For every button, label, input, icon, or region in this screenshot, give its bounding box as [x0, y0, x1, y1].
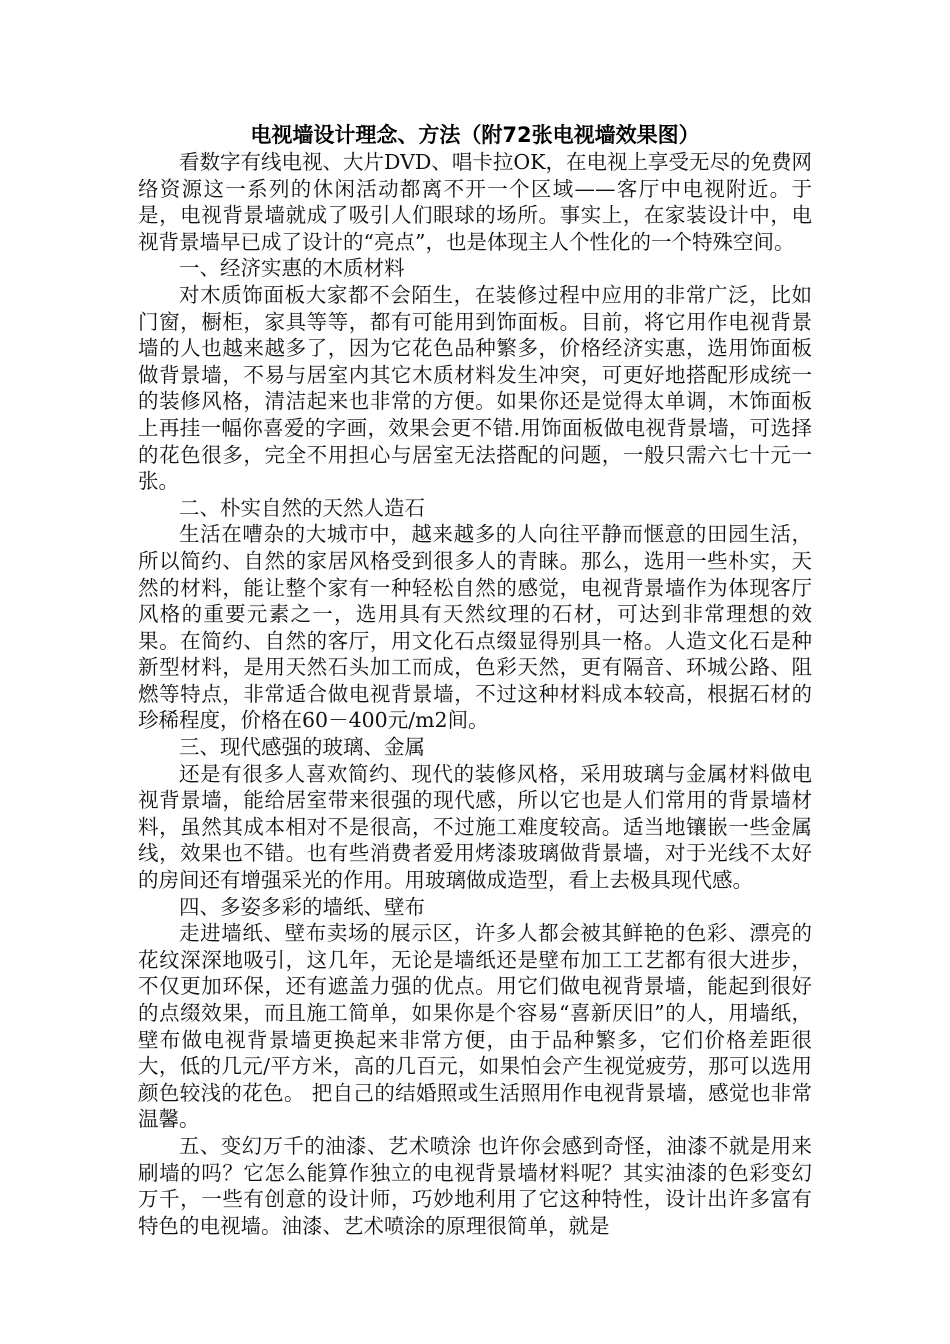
intro-paragraph: 看数字有线电视、大片DVD、唱卡拉OK，在电视上享受无尽的免费网络资源这一系列的休闲活动都离不开一个区域——客厅中电视附近。于是，电视背景墙就成了吸引人们眼球的场所。事实上，在家装设计中，电视背景墙早已成了设计的“亮点”，也是体现主人个性化的一个特殊空间。	[138, 150, 812, 254]
paragraph-paint: 五、变幻万千的油漆、艺术喷涂 也许你会感到奇怪，油漆不就是用来刷墙的吗？它怎么能算作独立的电视背景墙材料呢？其实油漆的色彩变幻万千，一些有创意的设计师，巧妙地利用了它这种特性，设计出许多富有特色的电视墙。油漆、艺术喷涂的原理很简单，就是	[138, 1133, 812, 1238]
paragraph-wood: 对木质饰面板大家都不会陌生，在装修过程中应用的非常广泛，比如门窗，橱柜，家具等等，都有可能用到饰面板。目前，将它用作电视背景墙的人也越来越多了，因为它花色品种繁多，价格经济实惠，选用饰面板做背景墙，不易与居室内其它木质材料发生冲突，可更好地搭配形成统一的装修风格，清洁起来也非常的方便。如果你还是觉得太单调，木饰面板上再挂一幅你喜爱的字画，效果会更不错.用饰面板做电视背景墙，可选择的花色很多，完全不用担心与居室无法搭配的问题，一般只需六七十元一张。	[138, 282, 812, 494]
paragraph-glass-metal: 还是有很多人喜欢简约、现代的装修风格，采用玻璃与金属材料做电视背景墙，能给居室带来很强的现代感，所以它也是人们常用的背景墙材料，虽然其成本相对不是很高，不过施工难度较高。适当地镶嵌一些金属线，效果也不错。也有些消费者爱用烤漆玻璃做背景墙，对于光线不太好的房间还有增强采光的作用。用玻璃做成造型，看上去极具现代感。	[138, 761, 812, 893]
document-title: 电视墙设计理念、方法（附72张电视墙效果图）	[250, 123, 700, 147]
section-heading-wallpaper: 四、多姿多彩的墙纸、壁布	[179, 894, 425, 919]
section-heading-wood: 一、经济实惠的木质材料	[179, 256, 405, 281]
paragraph-stone: 生活在嘈杂的大城市中，越来越多的人向往平静而惬意的田园生活，所以简约、自然的家居风格受到很多人的青睐。那么，选用一些朴实，天然的材料，能让整个家有一种轻松自然的感觉，电视背景墙作为体现客厅风格的重要元素之一，选用具有天然纹理的石材，可达到非常理想的效果。在简约、自然的客厅，用文化石点缀显得别具一格。人造文化石是种新型材料，是用天然石头加工而成，色彩天然，更有隔音、环城公路、阻燃等特点，非常适合做电视背景墙，不过这种材料成本较高，根据石材的珍稀程度，价格在60－400元/m2间。	[138, 522, 812, 733]
document-body	[138, 121, 812, 1239]
section-heading-stone: 二、朴实自然的天然人造石	[179, 495, 425, 520]
paragraph-wallpaper: 走进墙纸、壁布卖场的展示区，许多人都会被其鲜艳的色彩、漂亮的花纹深深地吸引，这几年，无论是墙纸还是壁布加工工艺都有很大进步，不仅更加环保，还有遮盖力强的优点。用它们做电视背景墙，能起到很好的点缀效果，而且施工简单，如果你是个容易“喜新厌旧”的人，用墙纸，壁布做电视背景墙更换起来非常方便，由于品种繁多，它们价格差距很大，低的几元/平方米，高的几百元，如果怕会产生视觉疲劳，那可以选用颜色较浅的花色。 把自己的结婚照或生活照用作电视背景墙，感觉也非常温馨。	[138, 921, 812, 1132]
section-heading-glass-metal: 三、现代感强的玻璃、金属	[179, 735, 425, 760]
